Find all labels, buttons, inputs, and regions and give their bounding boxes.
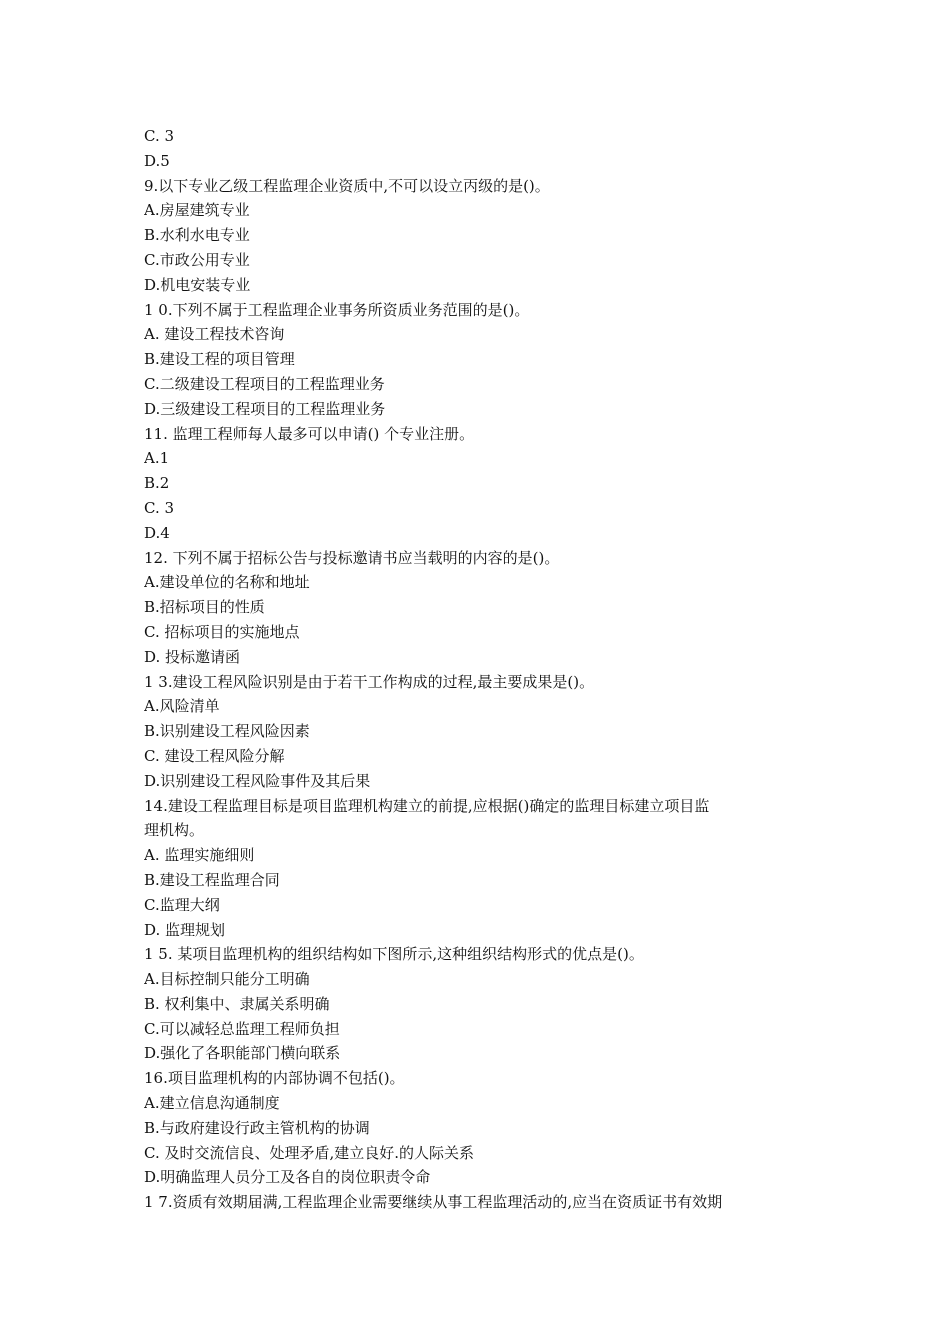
question-15: 1 5. 某项目监理机构的组织结构如下图所示,这种组织结构形式的优点是()。 [144, 945, 644, 964]
option-a: A. 监理实施细则 [144, 846, 255, 865]
option-a: A.目标控制只能分工明确 [144, 970, 310, 989]
option-c: C. 及时交流信良、处理矛盾,建立良好.的人际关系 [144, 1143, 475, 1162]
question-11: 11. 监理工程师每人最多可以申请() 个专业注册。 [144, 424, 475, 443]
option-d: D.三级建设工程项目的工程监理业务 [144, 399, 386, 418]
question-14-continued: 理机构。 [144, 821, 205, 840]
text-line: D.5 [144, 151, 170, 170]
option-c: C. 招标项目的实施地点 [144, 622, 300, 641]
option-a: A. 建设工程技术咨询 [144, 325, 285, 344]
document-body [144, 124, 814, 1215]
option-a: A.1 [144, 449, 170, 468]
question-13: 1 3.建设工程风险识别是由于若干工作构成的过程,最主要成果是()。 [144, 672, 595, 691]
option-c: C.可以减轻总监理工程师负担 [144, 1019, 340, 1038]
option-d: D.机电安装专业 [144, 275, 251, 294]
option-a: A.房屋建筑专业 [144, 201, 250, 220]
option-b: B.识别建设工程风险因素 [144, 722, 310, 741]
option-d: D. 投标邀请函 [144, 647, 241, 666]
text-line: C. 3 [144, 127, 175, 145]
option-b: B.建设工程监理合同 [144, 870, 280, 889]
option-c: C.市政公用专业 [144, 250, 250, 269]
option-a: A.建立信息沟通制度 [144, 1094, 280, 1113]
option-d: D. 监理规划 [144, 920, 226, 939]
question-17: 1 7.资质有效期届满,工程监理企业需要继续从事工程监理活动的,应当在资质证书有效期 [144, 1193, 723, 1212]
option-a: A.建设单位的名称和地址 [144, 573, 310, 592]
question-9: 9.以下专业乙级工程监理企业资质中,不可以设立丙级的是()。 [144, 176, 550, 195]
option-b: B.招标项目的性质 [144, 598, 265, 617]
question-12: 12. 下列不属于招标公告与投标邀请书应当载明的内容的是()。 [144, 548, 560, 567]
option-b: B.建设工程的项目管理 [144, 350, 295, 369]
option-c: C. 3 [144, 498, 175, 517]
option-d: D.强化了各职能部门横向联系 [144, 1044, 341, 1063]
option-d: D.4 [144, 523, 170, 542]
option-a: A.风险清单 [144, 697, 220, 716]
option-d: D.明确监理人员分工及各自的岗位职责令命 [144, 1168, 431, 1187]
option-c: C.监理大纲 [144, 895, 220, 914]
option-b: B.与政府建设行政主管机构的协调 [144, 1118, 370, 1137]
option-b: B. 权利集中、隶属关系明确 [144, 994, 330, 1013]
option-c: C.二级建设工程项目的工程监理业务 [144, 374, 385, 393]
question-16: 16.项目监理机构的内部协调不包括()。 [144, 1069, 405, 1088]
option-b: B.2 [144, 474, 170, 493]
option-d: D.识别建设工程风险事件及其后果 [144, 771, 371, 790]
question-10: 1 0.下列不属于工程监理企业事务所资质业务范围的是()。 [144, 300, 530, 319]
option-b: B.水利水电专业 [144, 226, 250, 245]
option-c: C. 建设工程风险分解 [144, 746, 285, 765]
question-14: 14.建设工程监理目标是项目监理机构建立的前提,应根据()确定的监理目标建立项目监 [144, 796, 710, 815]
